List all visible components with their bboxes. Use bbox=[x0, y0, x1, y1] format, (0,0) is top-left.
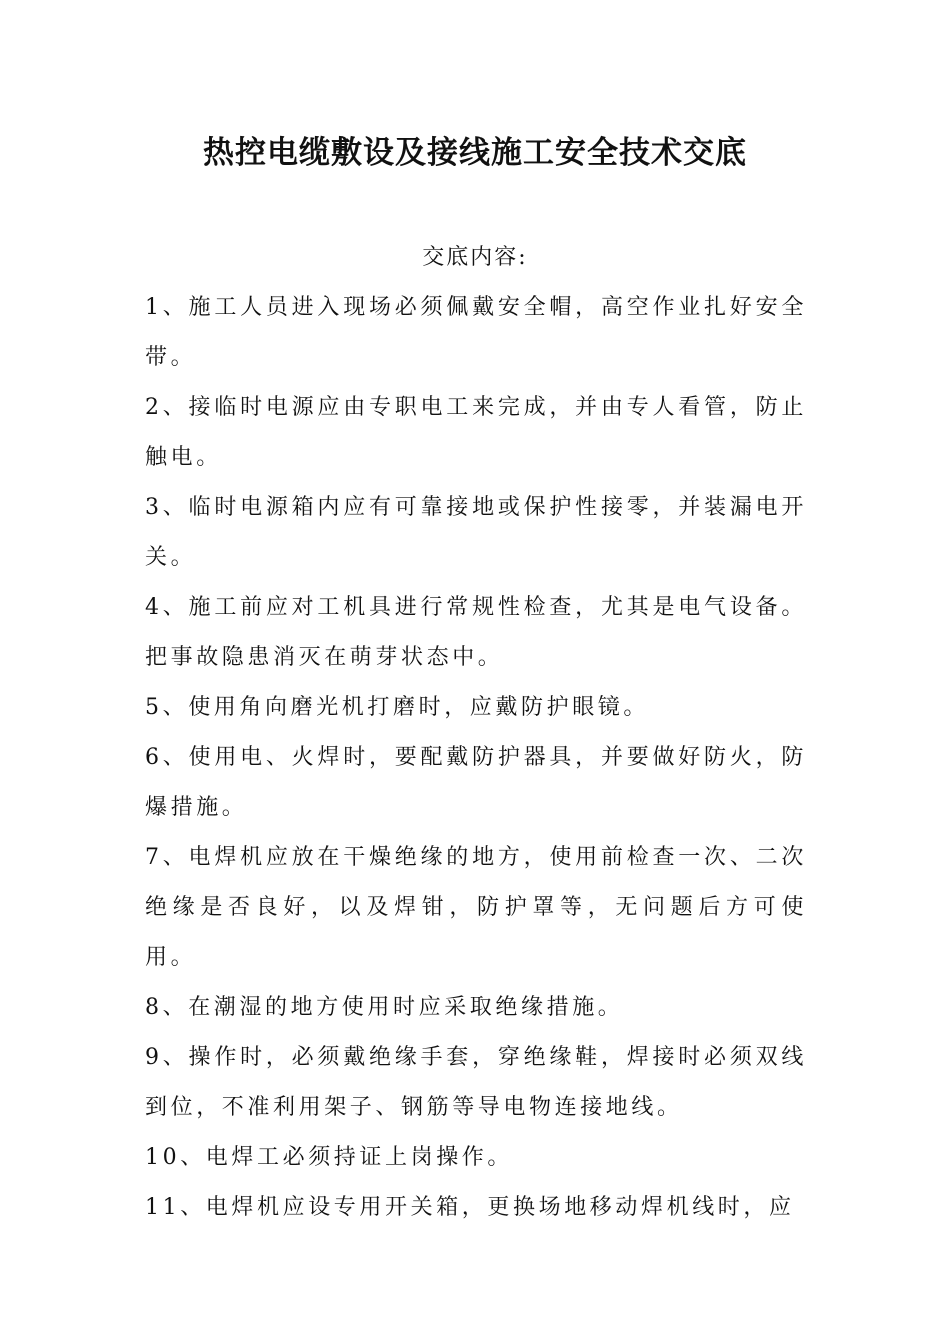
list-item: 1、施工人员进入现场必须佩戴安全帽，高空作业扎好安全带。 bbox=[145, 295, 807, 370]
list-item: 7、电焊机应放在干燥绝缘的地方，使用前检查一次、二次绝缘是否良好，以及焊钳，防护罩等，无问题后方可使用。 bbox=[145, 845, 807, 970]
list-item: 11、电焊机应设专用开关箱，更换场地移动焊机线时，应 bbox=[145, 1195, 795, 1220]
list-item: 2、接临时电源应由专职电工来完成，并由专人看管，防止触电。 bbox=[145, 395, 807, 470]
list-item: 8、在潮湿的地方使用时应采取绝缘措施。 bbox=[145, 995, 624, 1020]
list-item: 3、临时电源箱内应有可靠接地或保护性接零，并装漏电开关。 bbox=[145, 495, 807, 570]
list-item: 6、使用电、火焊时，要配戴防护器具，并要做好防火，防爆措施。 bbox=[145, 745, 807, 820]
safety-items-list bbox=[145, 283, 807, 1233]
list-item: 9、操作时，必须戴绝缘手套，穿绝缘鞋，焊接时必须双线到位，不准利用架子、钢筋等导电物连接地线。 bbox=[145, 1045, 807, 1120]
section-heading: 交底内容: bbox=[422, 245, 528, 270]
list-item: 5、使用角向磨光机打磨时，应戴防护眼镜。 bbox=[145, 695, 649, 720]
list-item: 10、电焊工必须持证上岗操作。 bbox=[145, 1145, 513, 1170]
list-item: 4、施工前应对工机具进行常规性检查，尤其是电气设备。把事故隐患消灭在萌芽状态中。 bbox=[145, 595, 807, 670]
document-title: 热控电缆敷设及接线施工安全技术交底 bbox=[203, 135, 747, 171]
